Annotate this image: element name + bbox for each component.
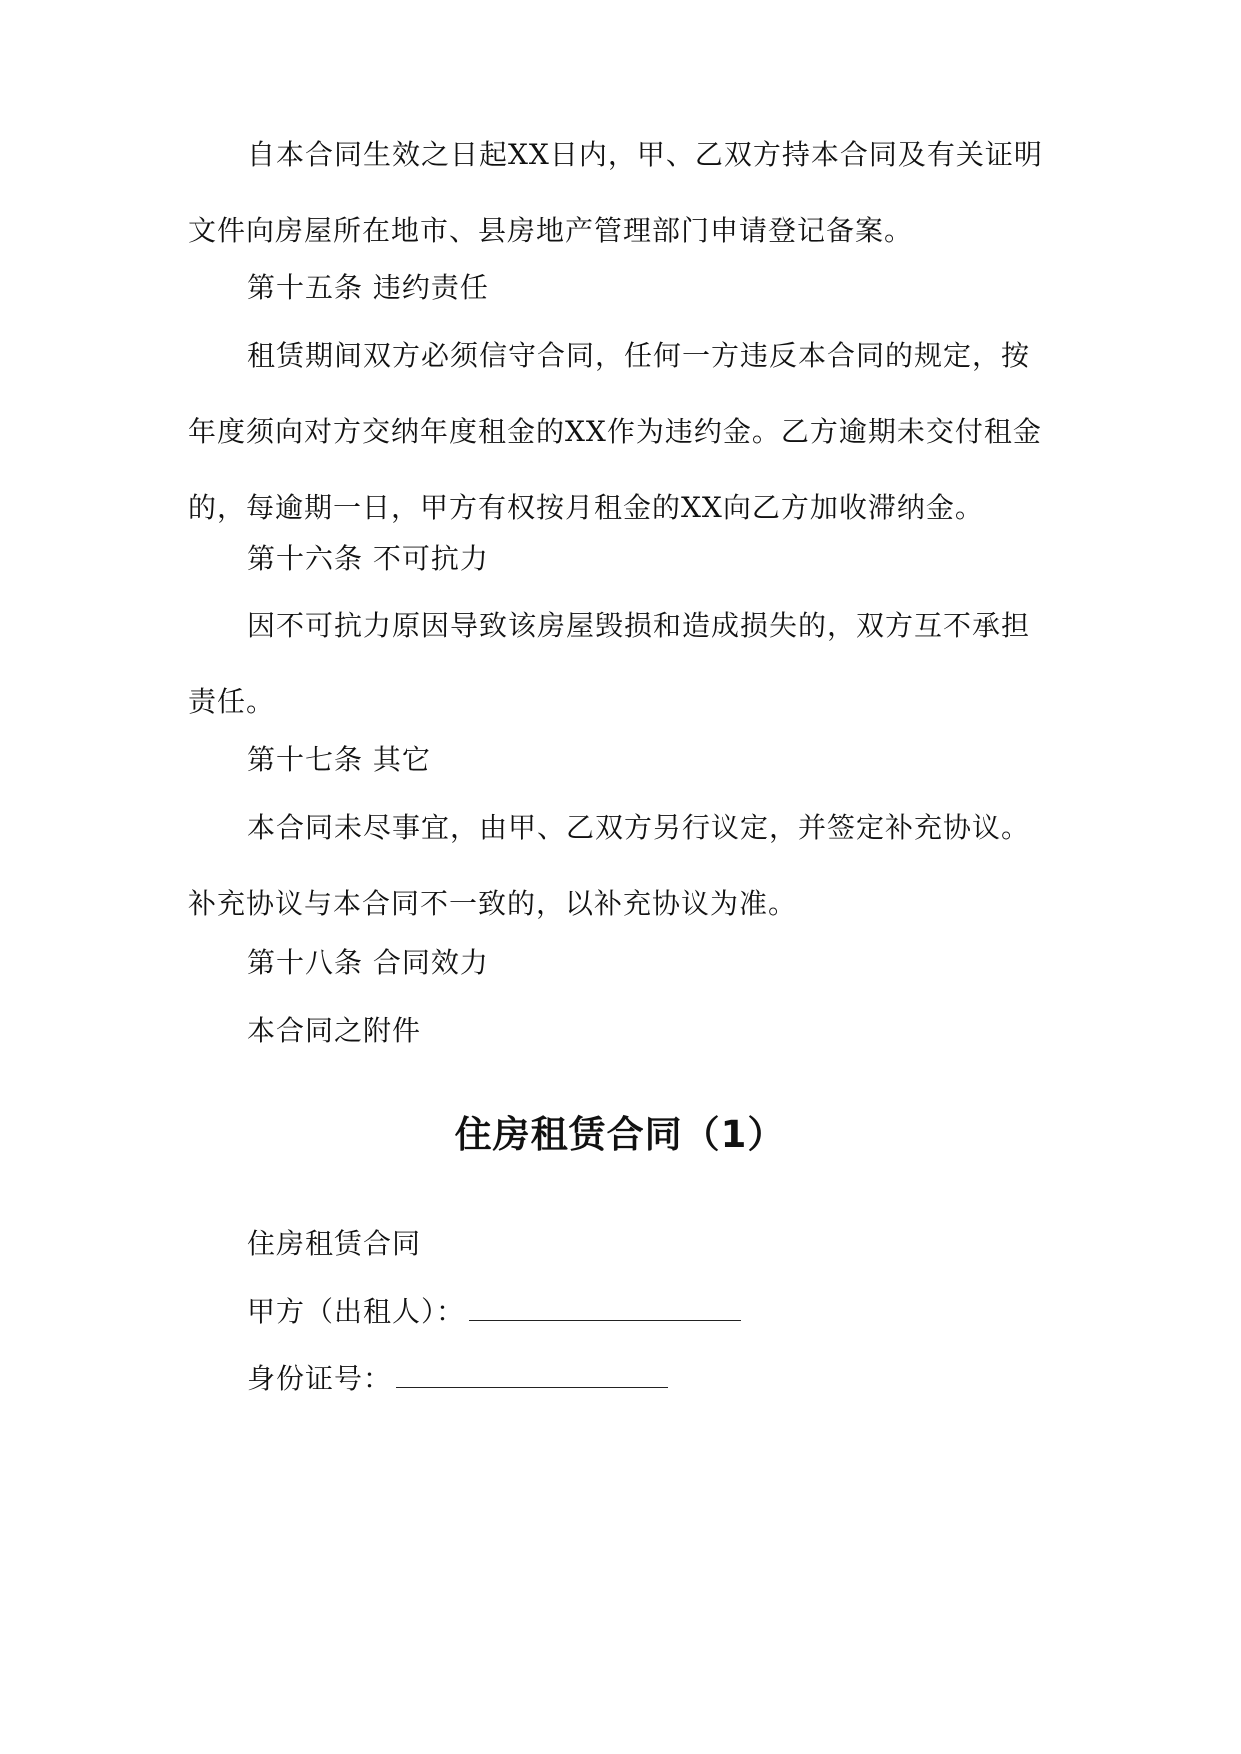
id-number-line bbox=[188, 1341, 1052, 1417]
paragraph-breach-liability: 租赁期间双方必须信守合同，任何一方违反本合同的规定，按年度须向对方交纳年度租金的XX作为违约金。乙方逾期未交付租金的，每逾期一日，甲方有权按月租金的XX向乙方加收滞纳金。 bbox=[188, 339, 1042, 524]
paragraph-registration: 自本合同生效之日起XX日内，甲、乙双方持本合同及有关证明文件向房屋所在地市、县房地产管理部门申请登记备案。 bbox=[188, 138, 1043, 247]
article-17-heading: 第十七条 其它 bbox=[247, 743, 431, 776]
paragraph-attachment: 本合同之附件 bbox=[247, 1014, 422, 1047]
paragraph-force-majeure: 因不可抗力原因导致该房屋毁损和造成损失的，双方互不承担责任。 bbox=[188, 609, 1031, 718]
paragraph-other: 本合同未尽事宜，由甲、乙双方另行议定，并签定补充协议。补充协议与本合同不一致的，以补充协议为准。 bbox=[188, 811, 1031, 920]
party-a-label: 甲方（出租人）： bbox=[247, 1295, 466, 1328]
id-number-label: 身份证号： bbox=[247, 1362, 393, 1395]
article-18-heading: 第十八条 合同效力 bbox=[247, 946, 489, 979]
party-a-line bbox=[188, 1274, 1052, 1350]
document-title: 住房租赁合同（1） bbox=[454, 1113, 786, 1156]
contract-name-line: 住房租赁合同 bbox=[247, 1227, 422, 1260]
article-16-heading: 第十六条 不可抗力 bbox=[247, 542, 489, 575]
article-15-heading: 第十五条 违约责任 bbox=[247, 271, 489, 304]
id-number-blank[interactable] bbox=[396, 1365, 668, 1388]
party-a-blank[interactable] bbox=[469, 1298, 741, 1321]
